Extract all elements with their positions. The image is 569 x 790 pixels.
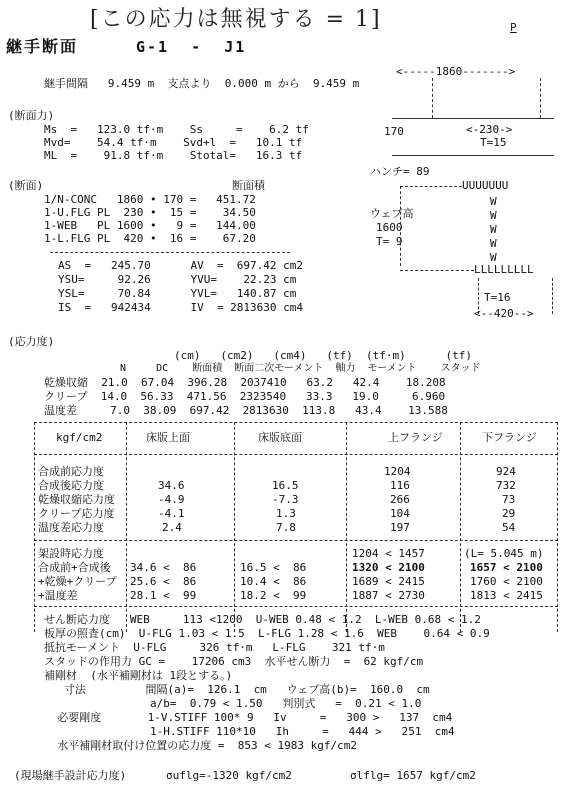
table-row-label: クリープ応力度 — [38, 507, 115, 520]
table-header: 床版上面 — [146, 431, 190, 444]
slab-edge-left — [432, 78, 433, 118]
table-bottom — [34, 606, 558, 607]
handwritten-note: [この応力は無視する = 1] — [90, 7, 382, 32]
section-row: 1-L.FLG PL 420 • 16 = 67.20 — [44, 232, 256, 245]
table-col-divider — [126, 422, 127, 632]
table-cell: -4.1 — [158, 507, 185, 520]
stress-row: 乾燥収縮 21.0 67.04 396.28 2037410 63.2 42.4 18.208 — [44, 376, 446, 389]
table-row-label: 合成後応力度 — [38, 479, 104, 492]
table-header: 上フランジ — [388, 431, 443, 444]
table-right-border — [557, 422, 558, 632]
table-cell: 29 — [502, 507, 516, 520]
forces-label: (断面力) — [8, 109, 55, 122]
uflg-mark: UUUUUUU — [462, 179, 509, 192]
section-prop: AS = 245.70 AV = 697.42 cm2 — [58, 259, 304, 272]
table-cell: 18.2 < 99 — [240, 589, 307, 602]
span-line: 継手間隔 9.459 m 支点より 0.000 m から 9.459 m — [44, 77, 360, 90]
table-cell: 732 — [496, 479, 516, 492]
joint-id: G-1 - J1 — [136, 38, 247, 56]
table-cell: 28.1 < 99 — [130, 589, 197, 602]
table-header: kgf/cm2 — [56, 431, 103, 444]
table-row-label: 乾燥収縮応力度 — [38, 493, 115, 506]
lflg-width-dim: <--420--> — [474, 307, 534, 320]
stress-units: (cm) (cm2) (cm4) (tf) (tf·m) (tf) — [174, 349, 473, 362]
table-cell: 1320 < 2100 — [352, 561, 425, 574]
table-cell: (L= 5.045 m) — [464, 547, 544, 560]
section-prop: IS = 942434 IV = 2813630 cm4 — [58, 301, 304, 314]
top-width-dim: <-----1860-------> — [396, 65, 516, 78]
table-row-label: 合成前+合成後 — [38, 561, 111, 574]
table-col-divider — [460, 422, 461, 632]
lflg-line — [400, 270, 474, 271]
table-col-divider — [234, 422, 235, 632]
lflg-mark: LLLLLLLLL — [474, 263, 534, 276]
field-upper: σuflg=-1320 kgf/cm2 — [166, 769, 292, 782]
table-header: 下フランジ — [482, 431, 537, 444]
forces-row: Mvd= 54.4 tf·m Svd+l = 10.1 tf — [44, 136, 303, 149]
table-cell: 1657 < 2100 — [470, 561, 543, 574]
slab-thickness: 170 — [384, 125, 404, 138]
table-group-rule — [34, 540, 558, 541]
table-row-label: 温度差応力度 — [38, 521, 104, 534]
section-divider — [50, 252, 290, 253]
table-cell: 197 — [390, 521, 410, 534]
table-cell: 10.4 < 86 — [240, 575, 307, 588]
uflg-thickness: T=15 — [480, 136, 507, 149]
lflg-thickness: T=16 — [484, 291, 511, 304]
section-label: (断面) — [8, 179, 44, 192]
slab-top — [392, 118, 554, 119]
table-cell: 2.4 — [162, 521, 182, 534]
web-mark: W — [490, 251, 497, 264]
table-cell: -7.3 — [272, 493, 299, 506]
table-cell: 25.6 < 86 — [130, 575, 197, 588]
table-cell: 34.6 < 86 — [130, 561, 197, 574]
stress-row: 温度差 7.0 38.09 697.42 2813630 113.8 43.4 13.588 — [44, 404, 448, 417]
page-title: 継手断面 — [6, 37, 79, 56]
table-row-label: +乾燥+クリープ — [38, 575, 117, 588]
table-cell: 1204 < 1457 — [352, 547, 425, 560]
stress-row: クリープ 14.0 56.33 471.56 2323540 33.3 19.0 6.960 — [44, 390, 446, 403]
web-label: ウェブ高 — [370, 207, 414, 220]
check-line: 抵抗モーメント U-FLG 326 tf·m L-FLG 321 tf·m — [44, 641, 385, 654]
table-cell: 16.5 — [272, 479, 299, 492]
check-line: せん断応力度 WEB 113 <1200 U-WEB 0.48 < 1.2 L-WEB 0.68 < 1.2 — [44, 613, 481, 626]
uflg-line — [400, 186, 462, 187]
web-thickness: T= 9 — [376, 235, 403, 248]
table-cell: 16.5 < 86 — [240, 561, 307, 574]
table-cell: 1813 < 2415 — [470, 589, 543, 602]
web-dim-line — [400, 186, 401, 266]
table-row-label: 合成前応力度 — [38, 465, 104, 478]
page-mark: P — [510, 21, 517, 34]
check-line: 補剛材 (水平補剛材は 1段とする。) — [44, 669, 233, 682]
check-line: 水平補剛材取付け位置の応力度 = 853 < 1983 kgf/cm2 — [44, 739, 357, 752]
table-cell: 266 — [390, 493, 410, 506]
forces-row: ML = 91.8 tf·m Stotal= 16.3 tf — [44, 149, 303, 162]
table-row-label: 架設時応力度 — [38, 547, 104, 560]
web-mark: W — [490, 237, 497, 250]
check-line: 板厚の照査(cm) U-FLG 1.03 < 1.5 L-FLG 1.28 < 1.6 WEB 0.64 < 0.9 — [44, 627, 490, 640]
slab-edge-right — [540, 78, 541, 118]
table-cell: 73 — [502, 493, 516, 506]
check-line: スタッドの作用力 GC = 17206 cm3 水平せん断力 = 62 kgf/cm — [44, 655, 424, 668]
lflg-edge-right — [552, 278, 553, 314]
haunch-label: ハンチ= 89 — [370, 165, 430, 178]
table-top — [34, 422, 558, 423]
table-cell: -4.9 — [158, 493, 185, 506]
table-cell: 104 — [390, 507, 410, 520]
area-header: 断面積 — [232, 179, 265, 192]
web-height: 1600 — [376, 221, 403, 234]
table-header-rule — [34, 454, 558, 455]
table-cell: 1887 < 2730 — [352, 589, 425, 602]
check-line: 1-H.STIFF 110*10 Ih = 444 > 251 cm4 — [44, 725, 455, 738]
field-lower: σlflg= 1657 kgf/cm2 — [350, 769, 476, 782]
check-line: a/b= 0.79 < 1.50 判別式 = 0.21 < 1.0 — [44, 697, 422, 710]
table-col-divider — [346, 422, 347, 632]
field-label: (現場継手設計応力度) — [14, 769, 127, 782]
stress-cols: N DC 断面積 断面二次モーメント 軸力 モーメント スタッド — [120, 363, 481, 374]
table-cell: 1689 < 2415 — [352, 575, 425, 588]
table-cell: 924 — [496, 465, 516, 478]
check-line: 必要剛度 1-V.STIFF 100* 9 Iv = 300 > 137 cm4 — [44, 711, 453, 724]
table-header: 床版底面 — [258, 431, 302, 444]
section-prop: YSL= 70.84 YVL= 140.87 cm — [58, 287, 297, 300]
table-row-label: +温度差 — [38, 589, 78, 602]
web-mark: W — [490, 195, 497, 208]
table-cell: 1760 < 2100 — [470, 575, 543, 588]
check-line: 寸法 間隔(a)= 126.1 cm ウェブ高(b)= 160.0 cm — [44, 683, 430, 696]
table-cell: 34.6 — [158, 479, 185, 492]
section-row: 1/N-CONC 1860 • 170 = 451.72 — [44, 193, 256, 206]
table-cell: 7.8 — [276, 521, 296, 534]
table-cell: 54 — [502, 521, 516, 534]
table-cell: 1.3 — [276, 507, 296, 520]
table-cell: 1204 — [384, 465, 411, 478]
uflg-width-dim: <-230-> — [466, 123, 513, 136]
table-left-border — [34, 422, 35, 632]
slab-bottom — [392, 155, 554, 156]
stress-label: (応力度) — [8, 335, 55, 348]
section-prop: YSU= 92.26 YVU= 22.23 cm — [58, 273, 297, 286]
web-mark: W — [490, 223, 497, 236]
web-mark: W — [490, 209, 497, 222]
section-row: 1-U.FLG PL 230 • 15 = 34.50 — [44, 206, 256, 219]
forces-row: Ms = 123.0 tf·m Ss = 6.2 tf — [44, 123, 309, 136]
section-row: 1-WEB PL 1600 • 9 = 144.00 — [44, 219, 256, 232]
table-cell: 116 — [390, 479, 410, 492]
